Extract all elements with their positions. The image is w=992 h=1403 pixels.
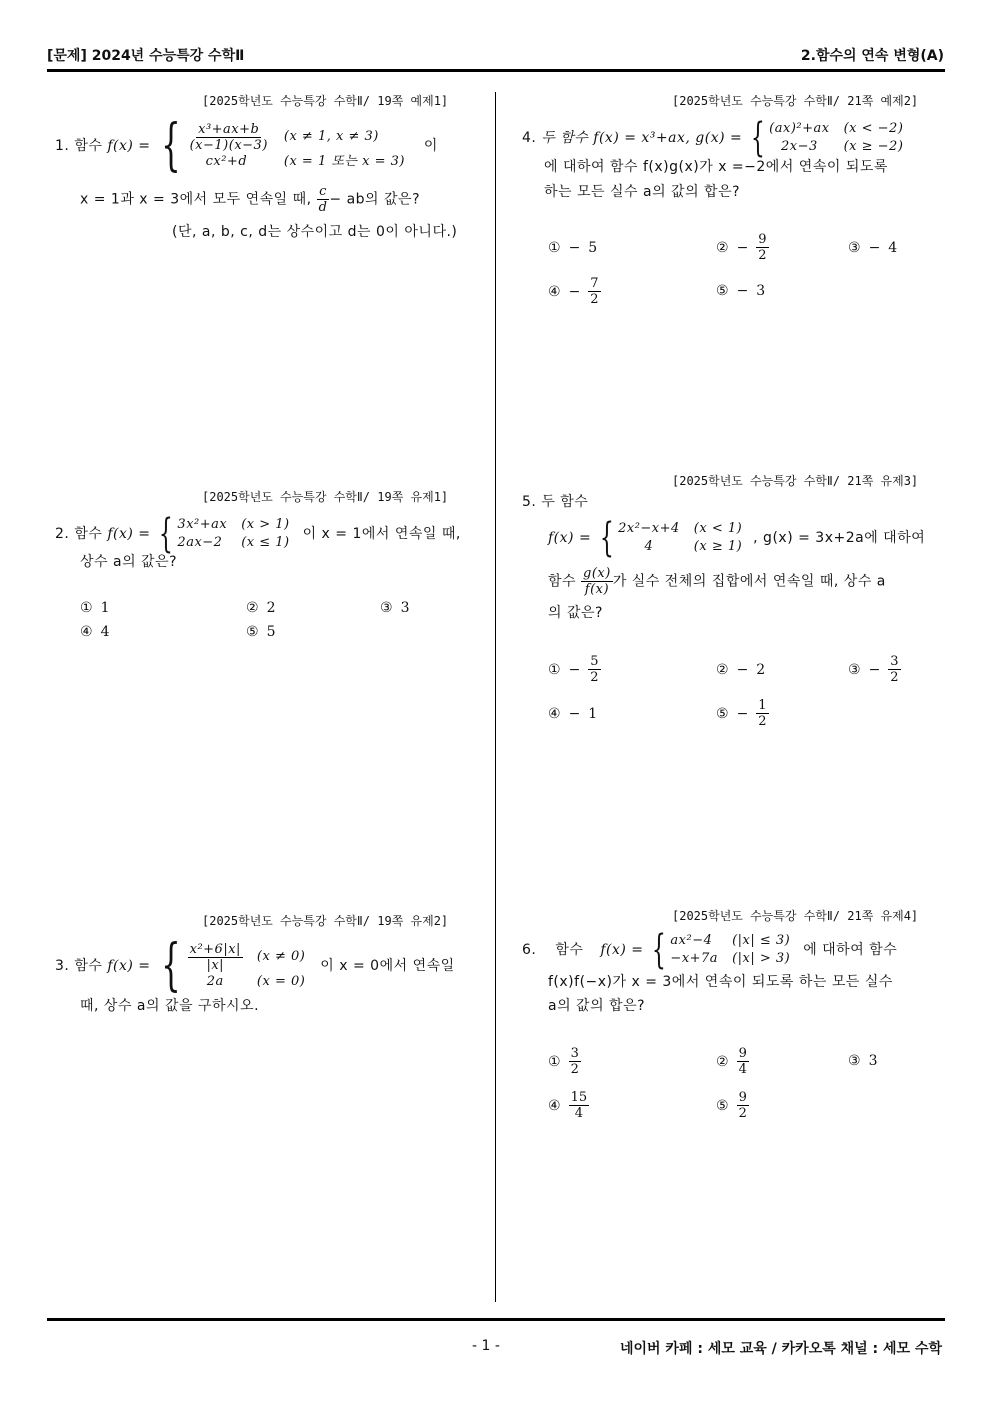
problem-2-question: 상수 a의 값은? [80, 554, 178, 570]
problem-6-line2: f(x)f(−x)가 x = 3에서 연속이 되도록 하는 모든 실수 [548, 974, 893, 990]
problem-4-number: 4. [522, 130, 537, 146]
problem-4-stem: 4. 두 함수 f(x) = x³+ax, g(x) = { (ax)²+ax (x < −2) 2x−3 (x ≥ −2) [522, 115, 904, 161]
header-title: [문제] 2024년 수능특강 수학Ⅱ [47, 48, 245, 64]
problem-1-note: (단, a, b, c, d는 상수이고 d는 0이 아니다.) [172, 224, 458, 240]
problem-4-piecewise: { (ax)²+ax (x < −2) 2x−3 (x ≥ −2) [751, 115, 904, 161]
problem-6-option-3[interactable]: ③ 3 [848, 1053, 878, 1069]
problem-2-option-2[interactable]: ② 2 [246, 600, 276, 616]
problem-4-source: [2025학년도 수능특강 수학Ⅱ/ 21쪽 예제2] [672, 94, 919, 108]
problem-2-number: 2. [55, 526, 70, 542]
problem-4-question: 하는 모든 실수 a의 값의 합은? [544, 184, 741, 200]
problem-5-functions: f(x) = { 2x²−x+4 (x < 1) 4 (x ≥ 1) , g(x) = 3x+2a에 대하여 [548, 515, 926, 561]
problem-3-question: 때, 상수 a의 값을 구하시오. [80, 998, 260, 1014]
problem-1-stem: 1. 함수 f(x) = { $\frac{\text{x³+ax+b}}{(x-1)(x-3)}$ (x ≠ 1, x ≠ 3) cx²+d (x = 1 또는 x = 3) 이 [55, 113, 438, 178]
problem-5-question: 의 값은? [548, 605, 603, 621]
problem-5-source: [2025학년도 수능특강 수학Ⅱ/ 21쪽 유제3] [672, 474, 919, 488]
problem-4-option-4[interactable]: ④ − $\frac{7}{2}$ [548, 276, 599, 307]
problem-2-option-3[interactable]: ③ 3 [380, 600, 410, 616]
problem-4-option-3[interactable]: ③ − 4 [848, 240, 898, 256]
problem-6-number: 6. [522, 942, 537, 958]
page-number: - 1 - [472, 1338, 500, 1354]
problem-2-piecewise: { 3x²+ax (x > 1) 2ax−2 (x ≤ 1) [159, 511, 290, 557]
problem-3-source: [2025학년도 수능특강 수학Ⅱ/ 19쪽 유제2] [202, 914, 449, 928]
problem-5-option-5[interactable]: ⑤ − $\frac{1}{2}$ [716, 698, 767, 729]
problem-3-piecewise: { $\frac{\text{x²+6|x|}}{|x|}$ (x ≠ 0) 2a (x = 0) [161, 933, 306, 998]
problem-4-option-2[interactable]: ② − $\frac{9}{2}$ [716, 232, 767, 263]
problem-6-option-2[interactable]: ② $\frac{9}{4}$ [716, 1046, 747, 1077]
problem-5-piecewise: { 2x²−x+4 (x < 1) 4 (x ≥ 1) [599, 515, 743, 561]
problem-5-option-2[interactable]: ② − 2 [716, 662, 766, 678]
problem-2-source: [2025학년도 수능특강 수학Ⅱ/ 19쪽 유제1] [202, 490, 449, 504]
problem-1-source: [2025학년도 수능특강 수학Ⅱ/ 19쪽 예제1] [202, 94, 449, 108]
problem-5-number: 5. [522, 494, 537, 510]
top-rule [47, 69, 945, 72]
bottom-rule [47, 1318, 945, 1321]
problem-6-option-4[interactable]: ④ $\frac{15}{4}$ [548, 1090, 588, 1121]
problem-4-line2: 에 대하여 함수 f(x)g(x)가 x =−2에서 연속이 되도록 [544, 159, 888, 175]
problem-5-condition: 함수 $\frac{g(x)}{f(x)}$ 가 실수 전체의 집합에서 연속일 때, 상수 a [548, 566, 886, 597]
problem-5-option-1[interactable]: ① − $\frac{5}{2}$ [548, 654, 599, 685]
problem-1-number: 1. [55, 138, 70, 154]
problem-6-source: [2025학년도 수능특강 수학Ⅱ/ 21쪽 유제4] [672, 909, 919, 923]
problem-4-option-5[interactable]: ⑤ − 3 [716, 283, 766, 299]
footer-channel: 네이버 카페 : 세모 교육 / 카카오톡 채널 : 세모 수학 [619, 1341, 942, 1357]
problem-5-stem: 5. 두 함수 [522, 494, 589, 510]
column-divider [495, 92, 496, 1302]
problem-4-option-1[interactable]: ① − 5 [548, 240, 598, 256]
problem-6-option-1[interactable]: ① $\frac{3}{2}$ [548, 1046, 579, 1077]
problem-5-option-3[interactable]: ③ − $\frac{3}{2}$ [848, 654, 899, 685]
problem-1-condition: x = 1과 x = 3에서 모두 연속일 때, $\frac{c}{d}$ − ab의 값은? [80, 184, 421, 215]
problem-2-option-1[interactable]: ① 1 [80, 600, 110, 616]
problem-6-stem: 6. 함수 f(x) = { ax²−4 (|x| ≤ 3) −x+7a (|x| > 3) 에 대하여 함수 [522, 927, 898, 973]
problem-3-stem: 3. 함수 f(x) = { $\frac{\text{x²+6|x|}}{|x|}$ (x ≠ 0) 2a (x = 0) 이 x = 0에서 연속일 [55, 933, 455, 998]
problem-5-option-4[interactable]: ④ − 1 [548, 706, 598, 722]
problem-2-stem: 2. 함수 f(x) = { 3x²+ax (x > 1) 2ax−2 (x ≤ 1) 이 x = 1에서 연속일 때, [55, 511, 461, 557]
problem-6-option-5[interactable]: ⑤ $\frac{9}{2}$ [716, 1090, 747, 1121]
problem-3-number: 3. [55, 958, 70, 974]
problem-6-piecewise: { ax²−4 (|x| ≤ 3) −x+7a (|x| > 3) [652, 927, 791, 973]
problem-2-option-5[interactable]: ⑤ 5 [246, 624, 276, 640]
problem-1-piecewise: { $\frac{\text{x³+ax+b}}{(x-1)(x-3)}$ (x ≠ 1, x ≠ 3) cx²+d (x = 1 또는 x = 3) [161, 113, 405, 178]
problem-2-option-4[interactable]: ④ 4 [80, 624, 110, 640]
header-section: 2.함수의 연속 변형(A) [800, 48, 944, 64]
problem-6-question: a의 값의 합은? [548, 998, 646, 1014]
